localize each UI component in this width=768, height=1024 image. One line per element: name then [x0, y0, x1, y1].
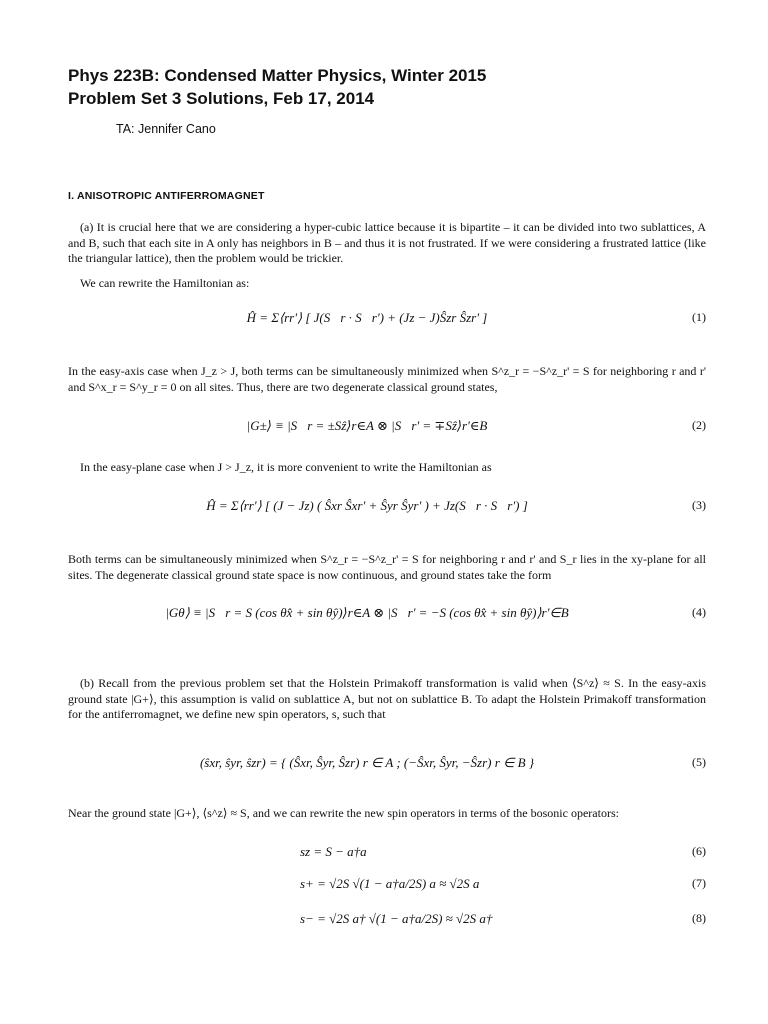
equation-7 [68, 876, 706, 900]
paragraph-a-intro: (a) It is crucial here that we are considering a hyper-cubic lattice because it is bipartite – it can be divided into two sublattices, A and B, such that each site in A only has neighbors in B – and thus it is not frustrated. If we were considering a frustrated lattice (like the triangular lattice), then the problem would be trickier. [68, 220, 706, 266]
equation-8 [68, 911, 706, 935]
equation-1 [68, 310, 706, 334]
paragraph-rewrite: We can rewrite the Hamiltonian as: [80, 276, 250, 290]
equation-4-number: (4) [692, 605, 706, 619]
equation-6-body: sz = S − a†a [300, 844, 367, 859]
document-title: Phys 223B: Condensed Matter Physics, Winter 2015 [68, 66, 487, 85]
equation-8-body: s− = √2S a† √(1 − a†a/2S) ≈ √2S a† [300, 911, 493, 926]
paragraph-b-holstein: (b) Recall from the previous problem set that the Holstein Primakoff transformation is valid when ⟨S^z⟩ ≈ S. In the easy-axis ground state |G+⟩, this assumption is valid on sublattice A, but not on sublattice B. To adapt the Holstein Primakoff transformation for the antiferromagnet, we define new spin operators, s, such that [68, 676, 706, 722]
paragraph-bosonic: Near the ground state |G+⟩, ⟨s^z⟩ ≈ S, and we can rewrite the new spin operators in terms of the bosonic operators: [68, 806, 619, 820]
equation-6-number: (6) [692, 844, 706, 858]
equation-5-number: (5) [692, 755, 706, 769]
document-subtitle: Problem Set 3 Solutions, Feb 17, 2014 [68, 89, 375, 108]
paragraph-continuous-ground: Both terms can be simultaneously minimized when S^z_r = −S^z_r' = S for neighboring r and r' and S_r lies in the xy-plane for all sites. The degenerate classical ground state space is now continuous, and ground states take the form [68, 552, 706, 582]
equation-5-body: (ŝxr, ŝyr, ŝzr) = { (Ŝxr, Ŝyr, Ŝzr) r ∈ A ; (−Ŝxr, Ŝyr, −Ŝzr) r ∈ B } [199, 755, 535, 770]
equation-4 [68, 605, 706, 629]
equation-2 [68, 418, 706, 442]
equation-3 [68, 498, 706, 522]
equation-6 [68, 844, 706, 868]
ta-name: TA: Jennifer Cano [116, 122, 216, 136]
equation-2-number: (2) [692, 418, 706, 432]
equation-2-body: |G±⟩ ≡ |S⃗r = ±Sẑ⟩r∈A ⊗ |S⃗r' = ∓Sẑ⟩r'∈B [246, 418, 488, 433]
equation-5 [68, 755, 706, 779]
equation-7-number: (7) [692, 876, 706, 890]
equation-7-body: s+ = √2S √(1 − a†a/2S) a ≈ √2S a [300, 876, 480, 891]
paragraph-easy-plane: In the easy-plane case when J > J_z, it is more convenient to write the Hamiltonian as [80, 460, 492, 474]
equation-1-body: Ĥ = Σ⟨rr'⟩ [ J(S⃗r · S⃗r') + (Jz − J)Ŝzr Ŝzr' ] [246, 310, 488, 325]
paragraph-easy-axis: In the easy-axis case when J_z > J, both terms can be simultaneously minimized when S^z_r = −S^z_r' = S for neighboring r and r' and S^x_r = S^y_r = 0 on all sites. Thus, there are two degenerate classical ground states, [68, 364, 706, 394]
equation-8-number: (8) [692, 911, 706, 925]
section-heading: I. ANISOTROPIC ANTIFERROMAGNET [68, 190, 265, 202]
equation-1-number: (1) [692, 310, 706, 324]
equation-4-body: |Gθ⟩ ≡ |S⃗r = S (cos θx̂ + sin θŷ)⟩r∈A ⊗ |S⃗r' = −S (cos θx̂ + sin θŷ)⟩r'∈B [165, 605, 569, 620]
equation-3-number: (3) [692, 498, 706, 512]
equation-3-body: Ĥ = Σ⟨rr'⟩ [ (J − Jz) ( Ŝxr Ŝxr' + Ŝyr Ŝyr' ) + Jz(S⃗r · S⃗r') ] [206, 498, 528, 513]
